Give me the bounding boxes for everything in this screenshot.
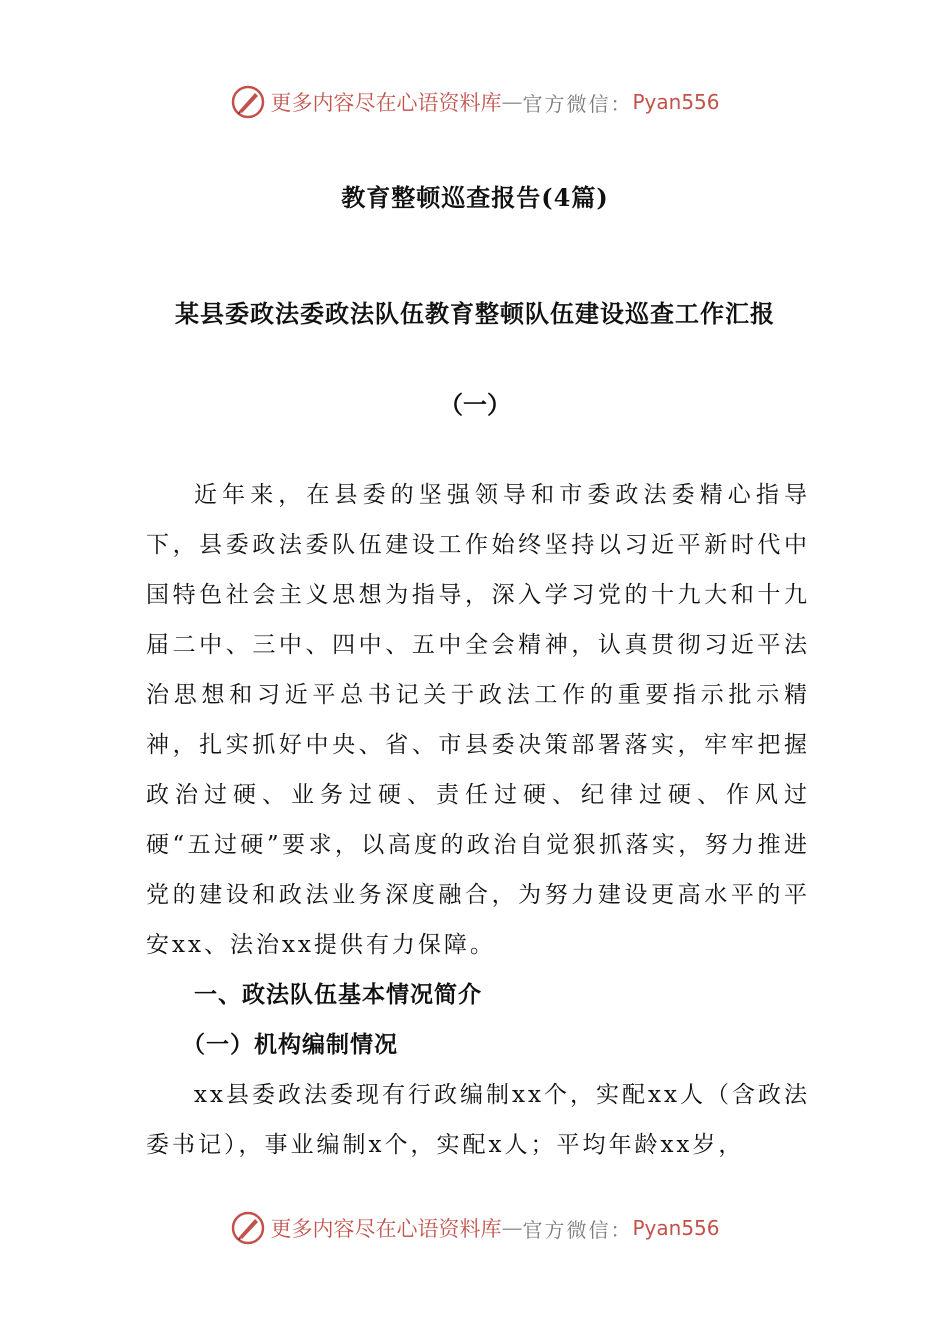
- watermark-text: 更多内容尽在心语资料库: [270, 1217, 502, 1241]
- intro-paragraph: 近年来，在县委的坚强领导和市委政法委精心指导下，县委政法委队伍建设工作始终坚持以习近平新时代中国特色社会主义思想为指导，深入学习党的十九大和十九届二中、三中、四中、五中全会精神，认真贯彻习近平法治思想和习近平总书记关于政法工作的重要指示批示精神，扎实抓好中央、省、市县委决策部署落实，牢牢把握政治过硬、业务过硬、责任过硬、纪律过硬、作风过硬“五过硬”要求，以高度的政治自觉狠抓落实，努力推进党的建设和政法业务深度融合，为努力建设更高水平的平安xx、法治xx提供有力保障。: [146, 482, 810, 958]
- watermark-label: 官方微信：: [522, 91, 633, 116]
- document-subtitle: 某县委政法委政法队伍教育整顿队伍建设巡查工作汇报: [175, 299, 775, 328]
- watermark-dash: —: [501, 90, 523, 114]
- watermark-text: 更多内容尽在心语资料库: [270, 91, 502, 115]
- document-title: 教育整顿巡查报告(4篇): [341, 183, 609, 212]
- watermark-banner-top: [0, 80, 950, 124]
- subsection-paragraph: xx县委政法委现有行政编制xx个，实配xx人（含政法委书记），事业编制x个，实配x人；平均年龄xx岁，: [146, 1082, 810, 1158]
- watermark-wechat-id: Pyan556: [632, 1216, 720, 1240]
- part-number: （一）: [439, 390, 511, 419]
- pen-logo-icon: [230, 1210, 266, 1246]
- watermark-dash: —: [501, 1216, 523, 1240]
- watermark-wechat-id: Pyan556: [632, 90, 720, 114]
- subsection-heading: （一）机构编制情况: [182, 1031, 398, 1058]
- document-body: [146, 470, 810, 1170]
- section-heading: 一、政法队伍基本情况简介: [194, 981, 482, 1008]
- pen-logo-icon: [230, 84, 266, 120]
- watermark-banner-bottom: [0, 1206, 950, 1250]
- watermark-label: 官方微信：: [522, 1217, 633, 1242]
